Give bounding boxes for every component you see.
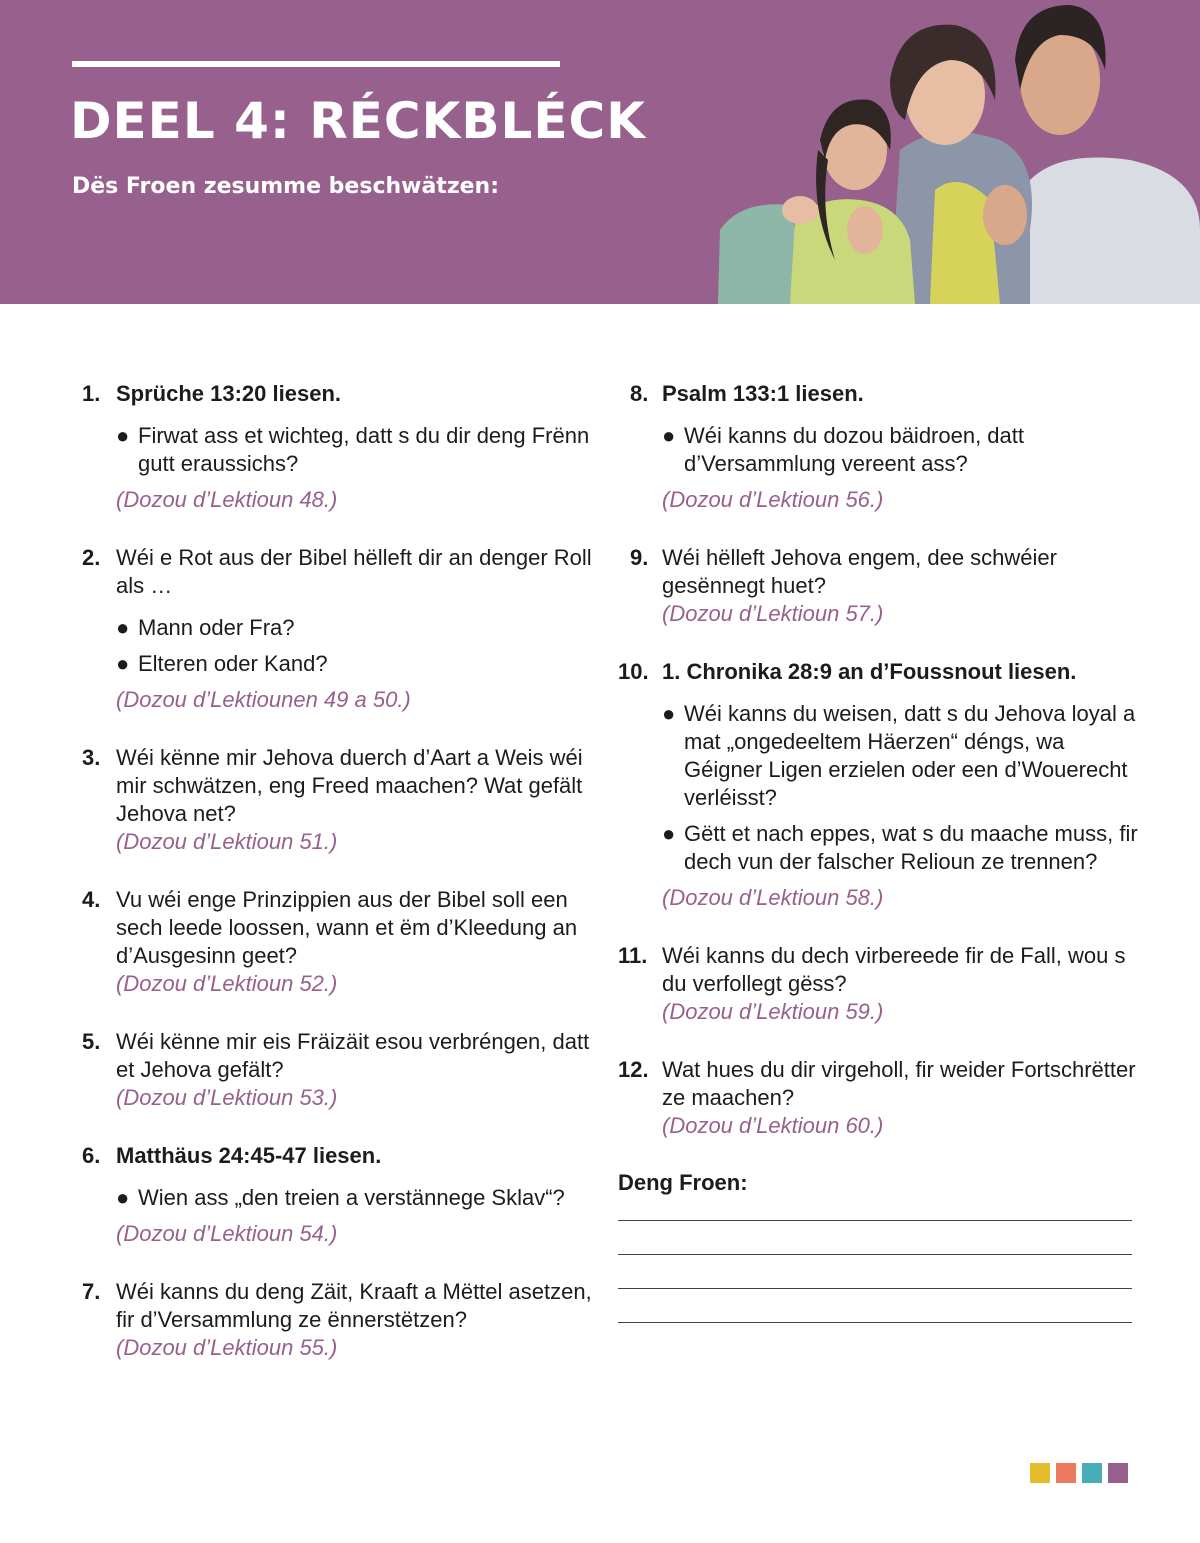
question-text: Wéi kanns du deng Zäit, Kraaft a Mëttel asetzen, fir d’Versammlung ze ënnerstëtzen? bbox=[116, 1279, 592, 1332]
lesson-reference: (Dozou d’Lektioun 48.) bbox=[116, 487, 338, 512]
bullet-text: Wéi kanns du dozou bäidroen, datt d’Versammlung vereent ass? bbox=[684, 423, 1025, 476]
question-6 bbox=[82, 1142, 592, 1248]
question-scripture: 1. Chronika 28:9 an d’Foussnout liesen. bbox=[662, 659, 1077, 684]
notes-heading: Deng Froen: bbox=[618, 1170, 748, 1195]
notes-lines bbox=[618, 1220, 1138, 1323]
bullet-icon: ● bbox=[662, 701, 676, 726]
question-number: 9. bbox=[630, 545, 649, 570]
swatch-orange bbox=[1056, 1463, 1076, 1483]
bullet-icon: ● bbox=[116, 615, 130, 640]
lesson-reference: (Dozou d’Lektiounen 49 a 50.) bbox=[116, 687, 411, 712]
question-number: 11. bbox=[618, 943, 648, 968]
question-text: Wéi kënne mir eis Fräizäit esou verbréngen, datt et Jehova gefält? bbox=[116, 1029, 590, 1082]
left-column bbox=[82, 380, 592, 1392]
bullet-item bbox=[116, 650, 592, 678]
note-line[interactable] bbox=[618, 1288, 1132, 1289]
swatch-purple bbox=[1108, 1463, 1128, 1483]
question-number: 1. bbox=[82, 381, 101, 406]
bullet-icon: ● bbox=[662, 423, 676, 448]
note-line[interactable] bbox=[618, 1322, 1132, 1323]
lesson-reference: (Dozou d’Lektioun 54.) bbox=[116, 1221, 338, 1246]
question-text: Wéi e Rot aus der Bibel hëlleft dir an denger Roll als … bbox=[116, 545, 592, 598]
bullet-text: Elteren oder Kand? bbox=[138, 651, 328, 676]
question-number: 7. bbox=[82, 1279, 101, 1304]
bullet-text: Wien ass „den treien a verstännege Sklav“? bbox=[138, 1185, 565, 1210]
question-number: 8. bbox=[630, 381, 649, 406]
question-number: 4. bbox=[82, 887, 101, 912]
question-number: 6. bbox=[82, 1143, 101, 1168]
question-bullets bbox=[662, 422, 1138, 478]
header-banner bbox=[0, 0, 1200, 304]
question-scripture: Matthäus 24:45-47 liesen. bbox=[116, 1143, 382, 1168]
lesson-reference: (Dozou d’Lektioun 57.) bbox=[662, 601, 884, 626]
question-scripture: Sprüche 13:20 liesen. bbox=[116, 381, 341, 406]
question-number: 12. bbox=[618, 1057, 649, 1082]
question-bullets bbox=[116, 1184, 592, 1212]
lesson-reference: (Dozou d’Lektioun 60.) bbox=[662, 1113, 884, 1138]
note-line[interactable] bbox=[618, 1220, 1132, 1221]
note-line[interactable] bbox=[618, 1254, 1132, 1255]
lesson-reference: (Dozou d’Lektioun 53.) bbox=[116, 1085, 338, 1110]
question-number: 2. bbox=[82, 545, 101, 570]
lesson-reference: (Dozou d’Lektioun 55.) bbox=[116, 1335, 338, 1360]
bullet-icon: ● bbox=[662, 821, 676, 846]
bullet-icon: ● bbox=[116, 423, 130, 448]
bullet-item bbox=[116, 422, 592, 478]
question-12 bbox=[618, 1056, 1138, 1140]
family-praying-illustration bbox=[700, 0, 1200, 304]
question-text: Wat hues du dir virgeholl, fir weider Fortschrëtter ze maachen? bbox=[662, 1057, 1136, 1110]
question-bullets bbox=[116, 422, 592, 478]
swatch-teal bbox=[1082, 1463, 1102, 1483]
bullet-text: Mann oder Fra? bbox=[138, 615, 295, 640]
bullet-item bbox=[116, 614, 592, 642]
page-title: DEEL 4: RÉCKBLÉCK bbox=[70, 92, 646, 150]
swatch-yellow bbox=[1030, 1463, 1050, 1483]
header-rule bbox=[72, 61, 560, 67]
bullet-icon: ● bbox=[116, 1185, 130, 1210]
bullet-text: Gëtt et nach eppes, wat s du maache muss, fir dech vun der falscher Relioun ze trennen? bbox=[684, 821, 1138, 874]
lesson-reference: (Dozou d’Lektioun 59.) bbox=[662, 999, 884, 1024]
question-text: Wéi kënne mir Jehova duerch d’Aart a Weis wéi mir schwätzen, eng Freed maachen? Wat gefält Jehova net? bbox=[116, 745, 583, 826]
question-3 bbox=[82, 744, 592, 856]
question-text: Wéi hëlleft Jehova engem, dee schwéier gesënnegt huet? bbox=[662, 545, 1057, 598]
question-9 bbox=[618, 544, 1138, 628]
question-11 bbox=[618, 942, 1138, 1026]
question-number: 10. bbox=[618, 659, 649, 684]
color-swatches bbox=[1030, 1463, 1128, 1483]
bullet-item bbox=[116, 1184, 592, 1212]
question-number: 5. bbox=[82, 1029, 101, 1054]
bullet-text: Firwat ass et wichteg, datt s du dir deng Frënn gutt eraussichs? bbox=[138, 423, 590, 476]
question-text: Vu wéi enge Prinzippien aus der Bibel soll een sech leede loossen, wann et ëm d’Kleedung an d’Ausgesinn geet? bbox=[116, 887, 578, 968]
page-subtitle: Dës Froen zesumme beschwätzen: bbox=[72, 174, 500, 199]
bullet-item bbox=[662, 700, 1138, 812]
lesson-reference: (Dozou d’Lektioun 56.) bbox=[662, 487, 884, 512]
right-column bbox=[618, 380, 1138, 1356]
lesson-reference: (Dozou d’Lektioun 51.) bbox=[116, 829, 338, 854]
bullet-icon: ● bbox=[116, 651, 130, 676]
question-number: 3. bbox=[82, 745, 101, 770]
bullet-item bbox=[662, 422, 1138, 478]
question-2 bbox=[82, 544, 592, 714]
question-bullets bbox=[662, 700, 1138, 876]
question-scripture: Psalm 133:1 liesen. bbox=[662, 381, 864, 406]
question-text: Wéi kanns du dech virbereede fir de Fall, wou s du verfollegt gëss? bbox=[662, 943, 1126, 996]
lesson-reference: (Dozou d’Lektioun 52.) bbox=[116, 971, 338, 996]
bullet-item bbox=[662, 820, 1138, 876]
question-bullets bbox=[116, 614, 592, 678]
question-10 bbox=[618, 658, 1138, 912]
question-1 bbox=[82, 380, 592, 514]
question-7 bbox=[82, 1278, 592, 1362]
question-8 bbox=[618, 380, 1138, 514]
question-4 bbox=[82, 886, 592, 998]
lesson-reference: (Dozou d’Lektioun 58.) bbox=[662, 885, 884, 910]
bullet-text: Wéi kanns du weisen, datt s du Jehova loyal a mat „ongedeeltem Häerzen“ déngs, wa Géigner Ligen erzielen oder een d’Wouerecht verléisst? bbox=[684, 701, 1136, 810]
question-5 bbox=[82, 1028, 592, 1112]
